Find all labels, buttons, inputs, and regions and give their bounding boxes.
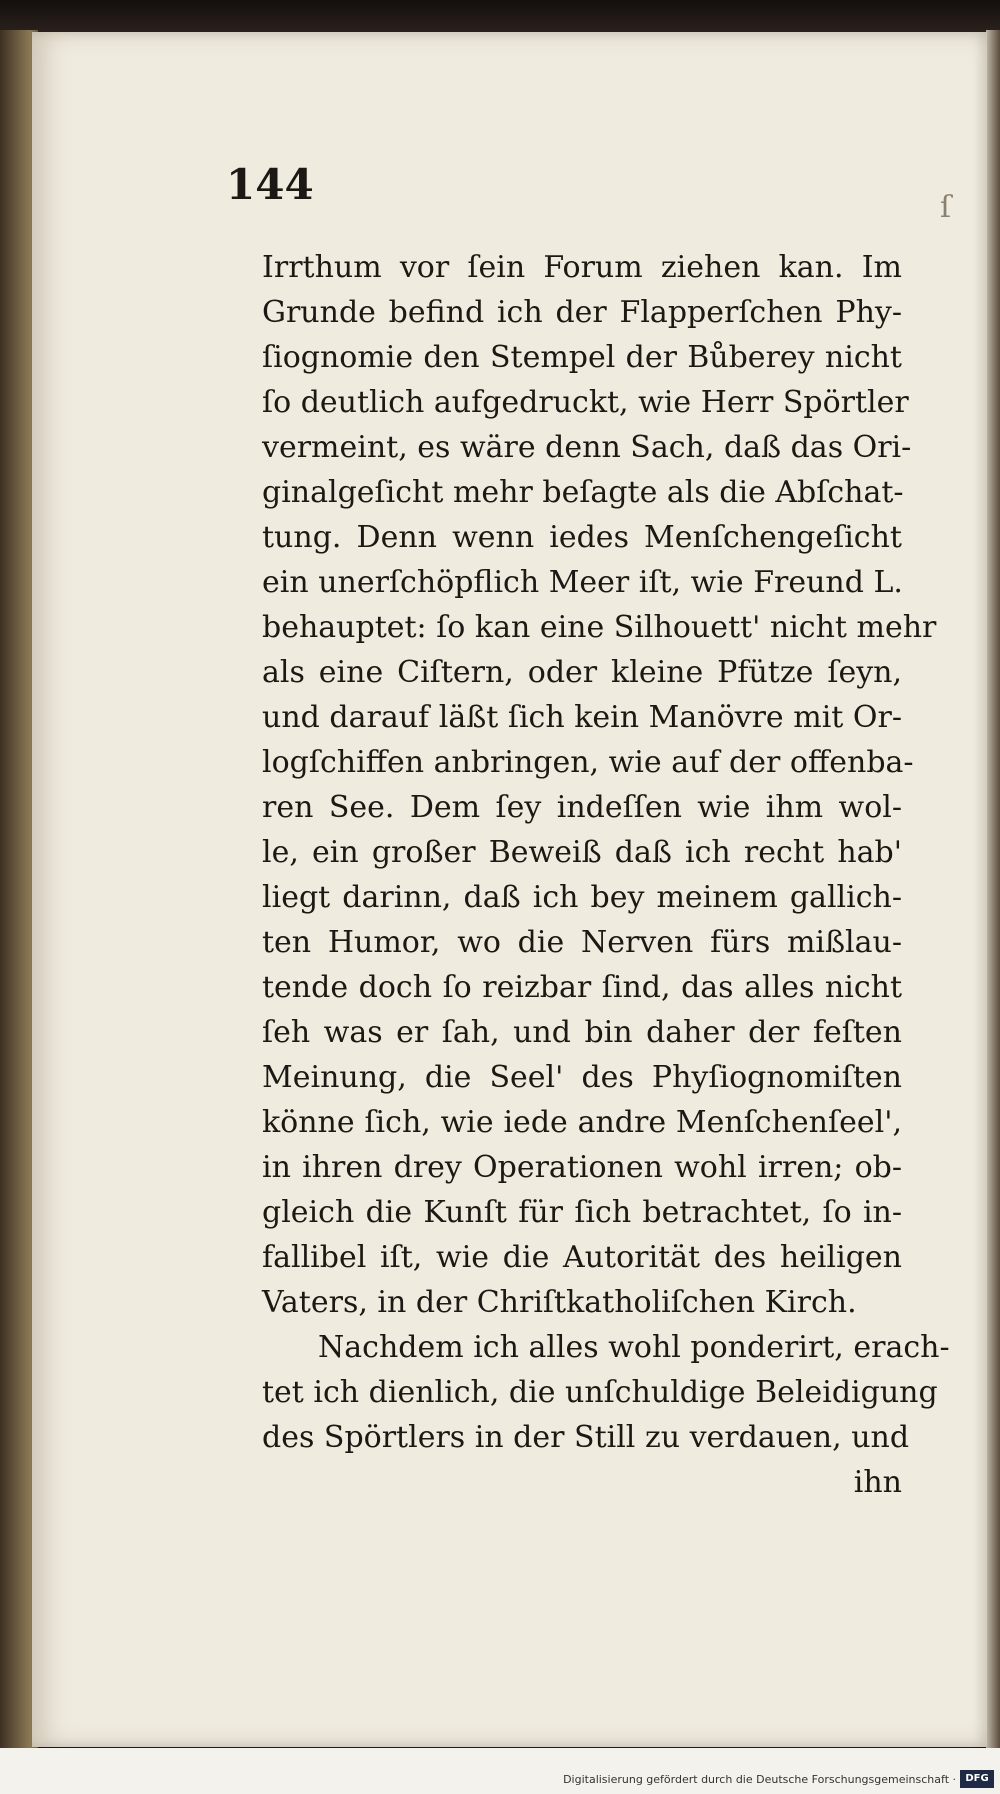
text-line: Irrthum vor ſein Forum ziehen kan. Im (262, 250, 902, 285)
text-line: logſchiffen anbringen, wie auf der offenba- (262, 745, 914, 780)
text-line: liegt darinn, daß ich bey meinem gallich- (262, 880, 902, 915)
text-line: tet ich dienlich, die unſchuldige Beleidigung (262, 1375, 938, 1410)
text-line: ſo deutlich aufgedruckt, wie Herr Spörtler (262, 385, 909, 420)
text-line: tung. Denn wenn iedes Menſchengeſicht (262, 520, 902, 555)
page-number: 144 (226, 160, 314, 209)
text-line: in ihren drey Operationen wohl irren; ob- (262, 1150, 902, 1185)
body-text (262, 245, 950, 1505)
catchword: ihn (853, 1465, 902, 1500)
text-line: Vaters, in der Chriſtkatholiſchen Kirch. (262, 1285, 857, 1320)
text-line: ein unerſchöpflich Meer iſt, wie Freund L. (262, 565, 903, 600)
page-edge (986, 30, 1000, 1750)
text-line: ſeh was er ſah, und bin daher der feſten (262, 1015, 902, 1050)
scan-top-edge (0, 0, 1000, 34)
text-line: ren See. Dem ſey indeſſen wie ihm wol- (262, 790, 902, 825)
text-line: ſiognomie den Stempel der Bůberey nicht (262, 340, 902, 375)
text-line: Meinung, die Seel' des Phyſiognomiſten (262, 1060, 902, 1095)
text-line: vermeint, es wäre denn Sach, daß das Ori- (262, 430, 912, 465)
dfg-logo: DFG (960, 1770, 994, 1788)
digitization-footer (0, 1748, 1000, 1794)
margin-mark: ſ (940, 190, 952, 225)
text-line: tende doch ſo reizbar ſind, das alles nicht (262, 970, 902, 1005)
text-line: könne ſich, wie iede andre Menſchenſeel', (262, 1105, 902, 1140)
text-line: und darauf läßt ſich kein Manövre mit Or- (262, 700, 902, 735)
text-line: Grunde befind ich der Flapperſchen Phy- (262, 295, 902, 330)
text-line: des Spörtlers in der Still zu verdauen, und (262, 1420, 910, 1455)
text-line: ginalgeſicht mehr beſagte als die Abſchat- (262, 475, 904, 510)
text-line: fallibel iſt, wie die Autorität des heiligen (262, 1240, 902, 1275)
text-line: le, ein großer Beweiß daß ich recht hab' (262, 835, 902, 870)
text-line: ten Humor, wo die Nerven fürs mißlau- (262, 925, 902, 960)
text-line: behauptet: ſo kan eine Silhouett' nicht mehr (262, 610, 937, 645)
funding-credit: Digitalisierung gefördert durch die Deutsche Forschungsgemeinschaft · (563, 1773, 956, 1786)
text-line: gleich die Kunſt für ſich betrachtet, ſo in- (262, 1195, 902, 1230)
text-line: Nachdem ich alles wohl ponderirt, erach- (318, 1330, 950, 1365)
text-line: als eine Ciſtern, oder kleine Pfütze ſeyn, (262, 655, 902, 690)
